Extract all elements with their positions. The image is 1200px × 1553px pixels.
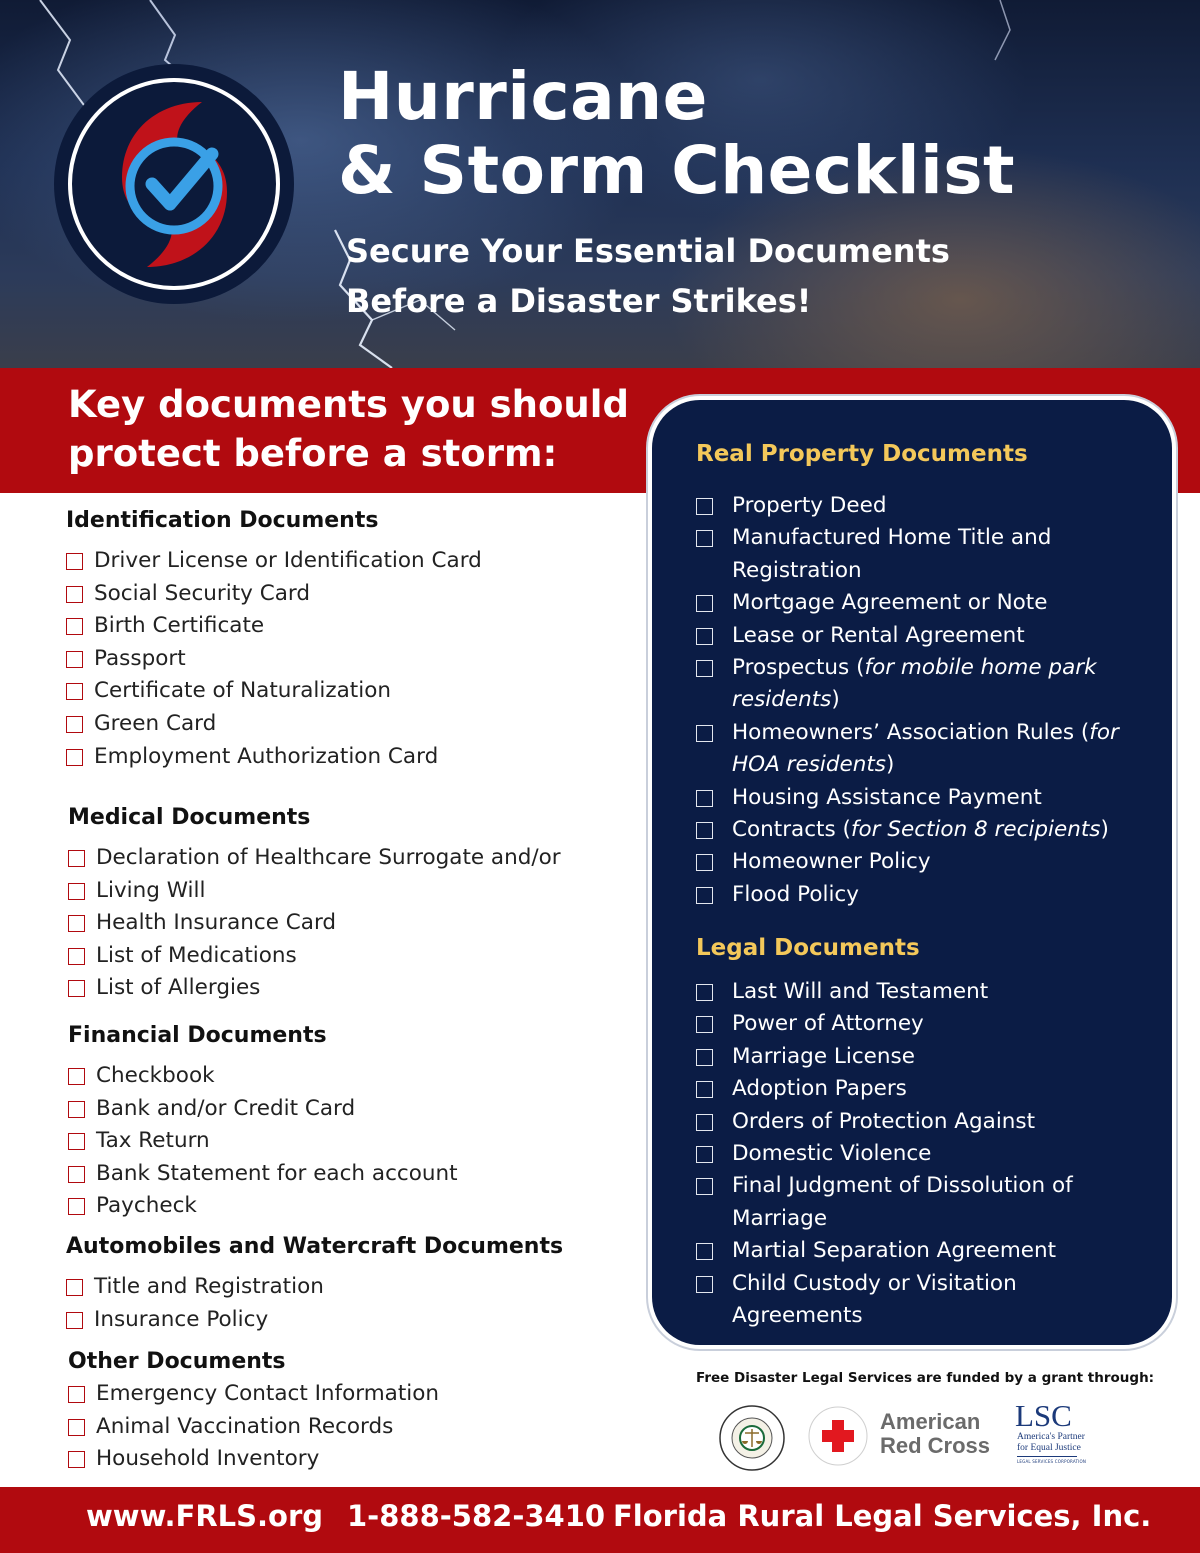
lsc-tagline-2: for Equal Justice [1017,1443,1081,1453]
item-label: Certificate of Naturalization [94,678,391,704]
item-label: Child Custody or Visitation Agreements [732,1270,1017,1329]
org-name: Florida Rural Legal Services, Inc. [613,1499,1152,1533]
lsc-corp: LEGAL SERVICES CORPORATION [1017,1459,1087,1464]
checklist [696,976,1136,1332]
item-label: Declaration of Healthcare Surrogate and/or [96,845,561,870]
checklist-item [68,1093,458,1126]
checkbox[interactable] [696,1276,713,1293]
checklist-item [66,545,482,578]
red-cross-line-1: American [880,1409,981,1434]
checklist-item [66,741,482,774]
checklist-item [696,587,1156,619]
checkbox[interactable] [696,530,713,547]
checklist-item [66,675,482,708]
header-banner [0,0,1200,368]
item-label: Contracts ( [732,817,851,843]
item-label: Domestic Violence [732,1141,932,1167]
checklist-item [66,1271,563,1304]
checklist [696,490,1156,911]
item-label: Final Judgment of Dissolution of Marriage [732,1173,1073,1231]
checkbox[interactable] [68,1166,85,1183]
checkbox[interactable] [696,854,713,871]
checkbox[interactable] [68,1068,85,1085]
item-label: Homeowner Policy [732,849,931,875]
item-label: Social Security Card [94,580,310,606]
checklist-item [696,1268,1136,1333]
checklist-item [68,1190,458,1223]
section-identification [66,505,482,773]
section-title: Other Documents [68,1349,286,1374]
item-label: Power of Attorney [732,1011,924,1037]
item-label: Animal Vaccination Records [96,1413,394,1439]
checklist-item [68,1411,439,1444]
checklist-item [696,846,1156,878]
checkbox[interactable] [696,1243,713,1260]
checklist-item [68,1443,439,1476]
checklist-item [66,1304,563,1337]
section-title: Automobiles and Watercraft Documents [66,1234,564,1259]
checkbox[interactable] [696,1146,713,1163]
checklist [68,1060,458,1223]
checkbox[interactable] [696,822,713,839]
section-title: Medical Documents [68,805,311,830]
lsc-tagline-1: America's Partner [1017,1432,1085,1442]
item-label: Passport [94,645,186,671]
checkbox[interactable] [68,980,85,997]
item-label: Manufactured Home Title and Registration [732,525,1052,583]
checklist-item [68,1378,439,1411]
red-cross-line-2: Red Cross [880,1433,991,1458]
red-cross-name [880,1410,990,1458]
checkbox[interactable] [68,915,85,932]
checkbox[interactable] [68,1419,85,1436]
checklist-item [696,1073,1136,1105]
checklist-item [696,782,1156,814]
checkbox[interactable] [68,883,85,900]
checklist-item [696,1041,1136,1073]
item-label-end: ) [886,752,895,778]
checklist-item [66,578,482,611]
checkbox[interactable] [696,984,713,1001]
checkbox[interactable] [696,790,713,807]
checkbox[interactable] [66,553,83,570]
item-note: for mobile home park residents [732,655,1097,713]
checkbox[interactable] [696,1178,713,1195]
section-medical [68,802,561,1005]
checklist-item [696,1235,1136,1267]
checkbox[interactable] [696,1114,713,1131]
item-label: Living Will [96,877,206,903]
lsc-logo: LSC [1015,1398,1072,1433]
item-label: Martial Separation Agreement [732,1238,1057,1264]
checkbox[interactable] [696,660,713,677]
item-label: Flood Policy [732,881,859,907]
checklist [68,1378,439,1476]
checkbox[interactable] [66,618,83,635]
item-label: List of Medications [96,942,297,968]
checkbox[interactable] [696,1049,713,1066]
intro-line-2: protect before a storm: [68,432,558,475]
item-label: Tax Return [96,1128,210,1154]
item-label: Orders of Protection Against [732,1108,1036,1134]
checkbox[interactable] [68,850,85,867]
checklist-item [696,1170,1136,1235]
item-label: Housing Assistance Payment [732,784,1042,810]
red-cross-icon [808,1406,868,1466]
item-label: Health Insurance Card [96,910,337,936]
section-title: Financial Documents [68,1023,327,1048]
checklist-item [696,1138,1136,1170]
phone-number[interactable]: 1-888-582-3410 [347,1499,606,1533]
item-label: Property Deed [732,493,887,518]
checkbox[interactable] [66,1312,83,1329]
item-label: Birth Certificate [94,613,265,639]
item-label: Employment Authorization Card [94,743,439,769]
item-label: Homeowners’ Association Rules ( [732,719,1090,745]
checklist-item [68,972,561,1005]
checkbox[interactable] [696,1016,713,1033]
page-subtitle [346,226,950,326]
checkbox[interactable] [66,716,83,733]
item-label: Adoption Papers [732,1076,907,1102]
section-legal [696,932,1136,1332]
checklist-item [696,879,1156,911]
checklist-item [68,940,561,973]
checklist-item [68,907,561,940]
checkbox[interactable] [68,1386,85,1403]
checklist-item [696,717,1156,782]
section-title: Legal Documents [696,935,920,961]
title-line-2: & Storm Checklist [338,132,1016,209]
section-other [68,1346,439,1476]
checklist [66,545,482,773]
item-note: for HOA residents [732,719,1119,778]
checkbox[interactable] [68,1101,85,1118]
item-note: for Section 8 recipients [850,817,1101,843]
checkbox[interactable] [696,1081,713,1098]
checkbox[interactable] [66,749,83,766]
checklist [66,1271,563,1336]
item-label-end: ) [1100,817,1109,843]
item-label: List of Allergies [96,975,261,1001]
intro-heading [68,380,629,478]
checklist-item [696,814,1156,846]
funding-note: Free Disaster Legal Services are funded by a grant through: [696,1370,1155,1386]
item-label: Mortgage Agreement or Note [732,590,1048,616]
checklist-item [696,490,1156,522]
checkbox[interactable] [66,1279,83,1296]
checkbox[interactable] [696,725,713,742]
item-label: Last Will and Testament [732,979,989,1004]
item-label: Checkbook [96,1063,215,1088]
checkbox[interactable] [66,683,83,700]
checklist-item [66,610,482,643]
checklist-item [696,620,1156,652]
section-title: Identification Documents [66,508,379,533]
checkbox[interactable] [68,1133,85,1150]
section-automobiles [66,1231,563,1336]
hurricane-checkmark-logo [52,62,297,307]
item-label: Green Card [94,710,217,736]
item-label: Bank Statement for each account [96,1160,458,1186]
lsc-tagline [1017,1432,1085,1454]
document-panel [652,400,1172,1345]
item-label: Lease or Rental Agreement [732,622,1025,648]
checklist-item [696,1008,1136,1040]
lsc-divider [1017,1456,1077,1457]
item-label: Household Inventory [96,1446,320,1472]
website-link[interactable]: www.FRLS.org [86,1499,324,1533]
title-line-1: Hurricane [338,58,708,135]
checklist-item [696,1106,1136,1138]
intro-line-1: Key documents you should [68,383,629,426]
item-label: Marriage License [732,1043,915,1069]
item-label: Paycheck [96,1193,197,1219]
checkbox[interactable] [68,1198,85,1215]
checklist-item [68,842,561,875]
checklist-item [68,1158,458,1191]
item-label: Title and Registration [94,1274,324,1299]
item-label: Insurance Policy [94,1306,269,1332]
item-label: Bank and/or Credit Card [96,1095,356,1121]
checklist-item [696,976,1136,1008]
item-label: Prospectus ( [732,655,865,681]
checklist-item [68,875,561,908]
checkbox[interactable] [696,887,713,904]
checklist [68,842,561,1005]
subtitle-line-2: Before a Disaster Strikes! [346,282,812,320]
page-title [338,60,1015,208]
checklist-item [696,652,1156,717]
checkbox[interactable] [68,1451,85,1468]
checklist-item [68,1060,458,1093]
checklist-item [66,643,482,676]
item-label: Emergency Contact Information [96,1381,440,1406]
section-financial [68,1020,458,1223]
checkbox[interactable] [66,586,83,603]
frls-seal-icon [718,1404,786,1472]
item-label-end: ) [831,687,840,713]
checkbox[interactable] [696,595,713,612]
checkbox[interactable] [66,651,83,668]
subtitle-line-1: Secure Your Essential Documents [346,232,950,270]
checklist-item [68,1125,458,1158]
checkbox[interactable] [696,498,713,515]
checkbox[interactable] [696,628,713,645]
item-label: Driver License or Identification Card [94,548,482,573]
section-real-property [696,438,1156,911]
section-title: Real Property Documents [696,441,1028,467]
checklist-item [696,522,1156,587]
checklist-item [66,708,482,741]
checkbox[interactable] [68,948,85,965]
